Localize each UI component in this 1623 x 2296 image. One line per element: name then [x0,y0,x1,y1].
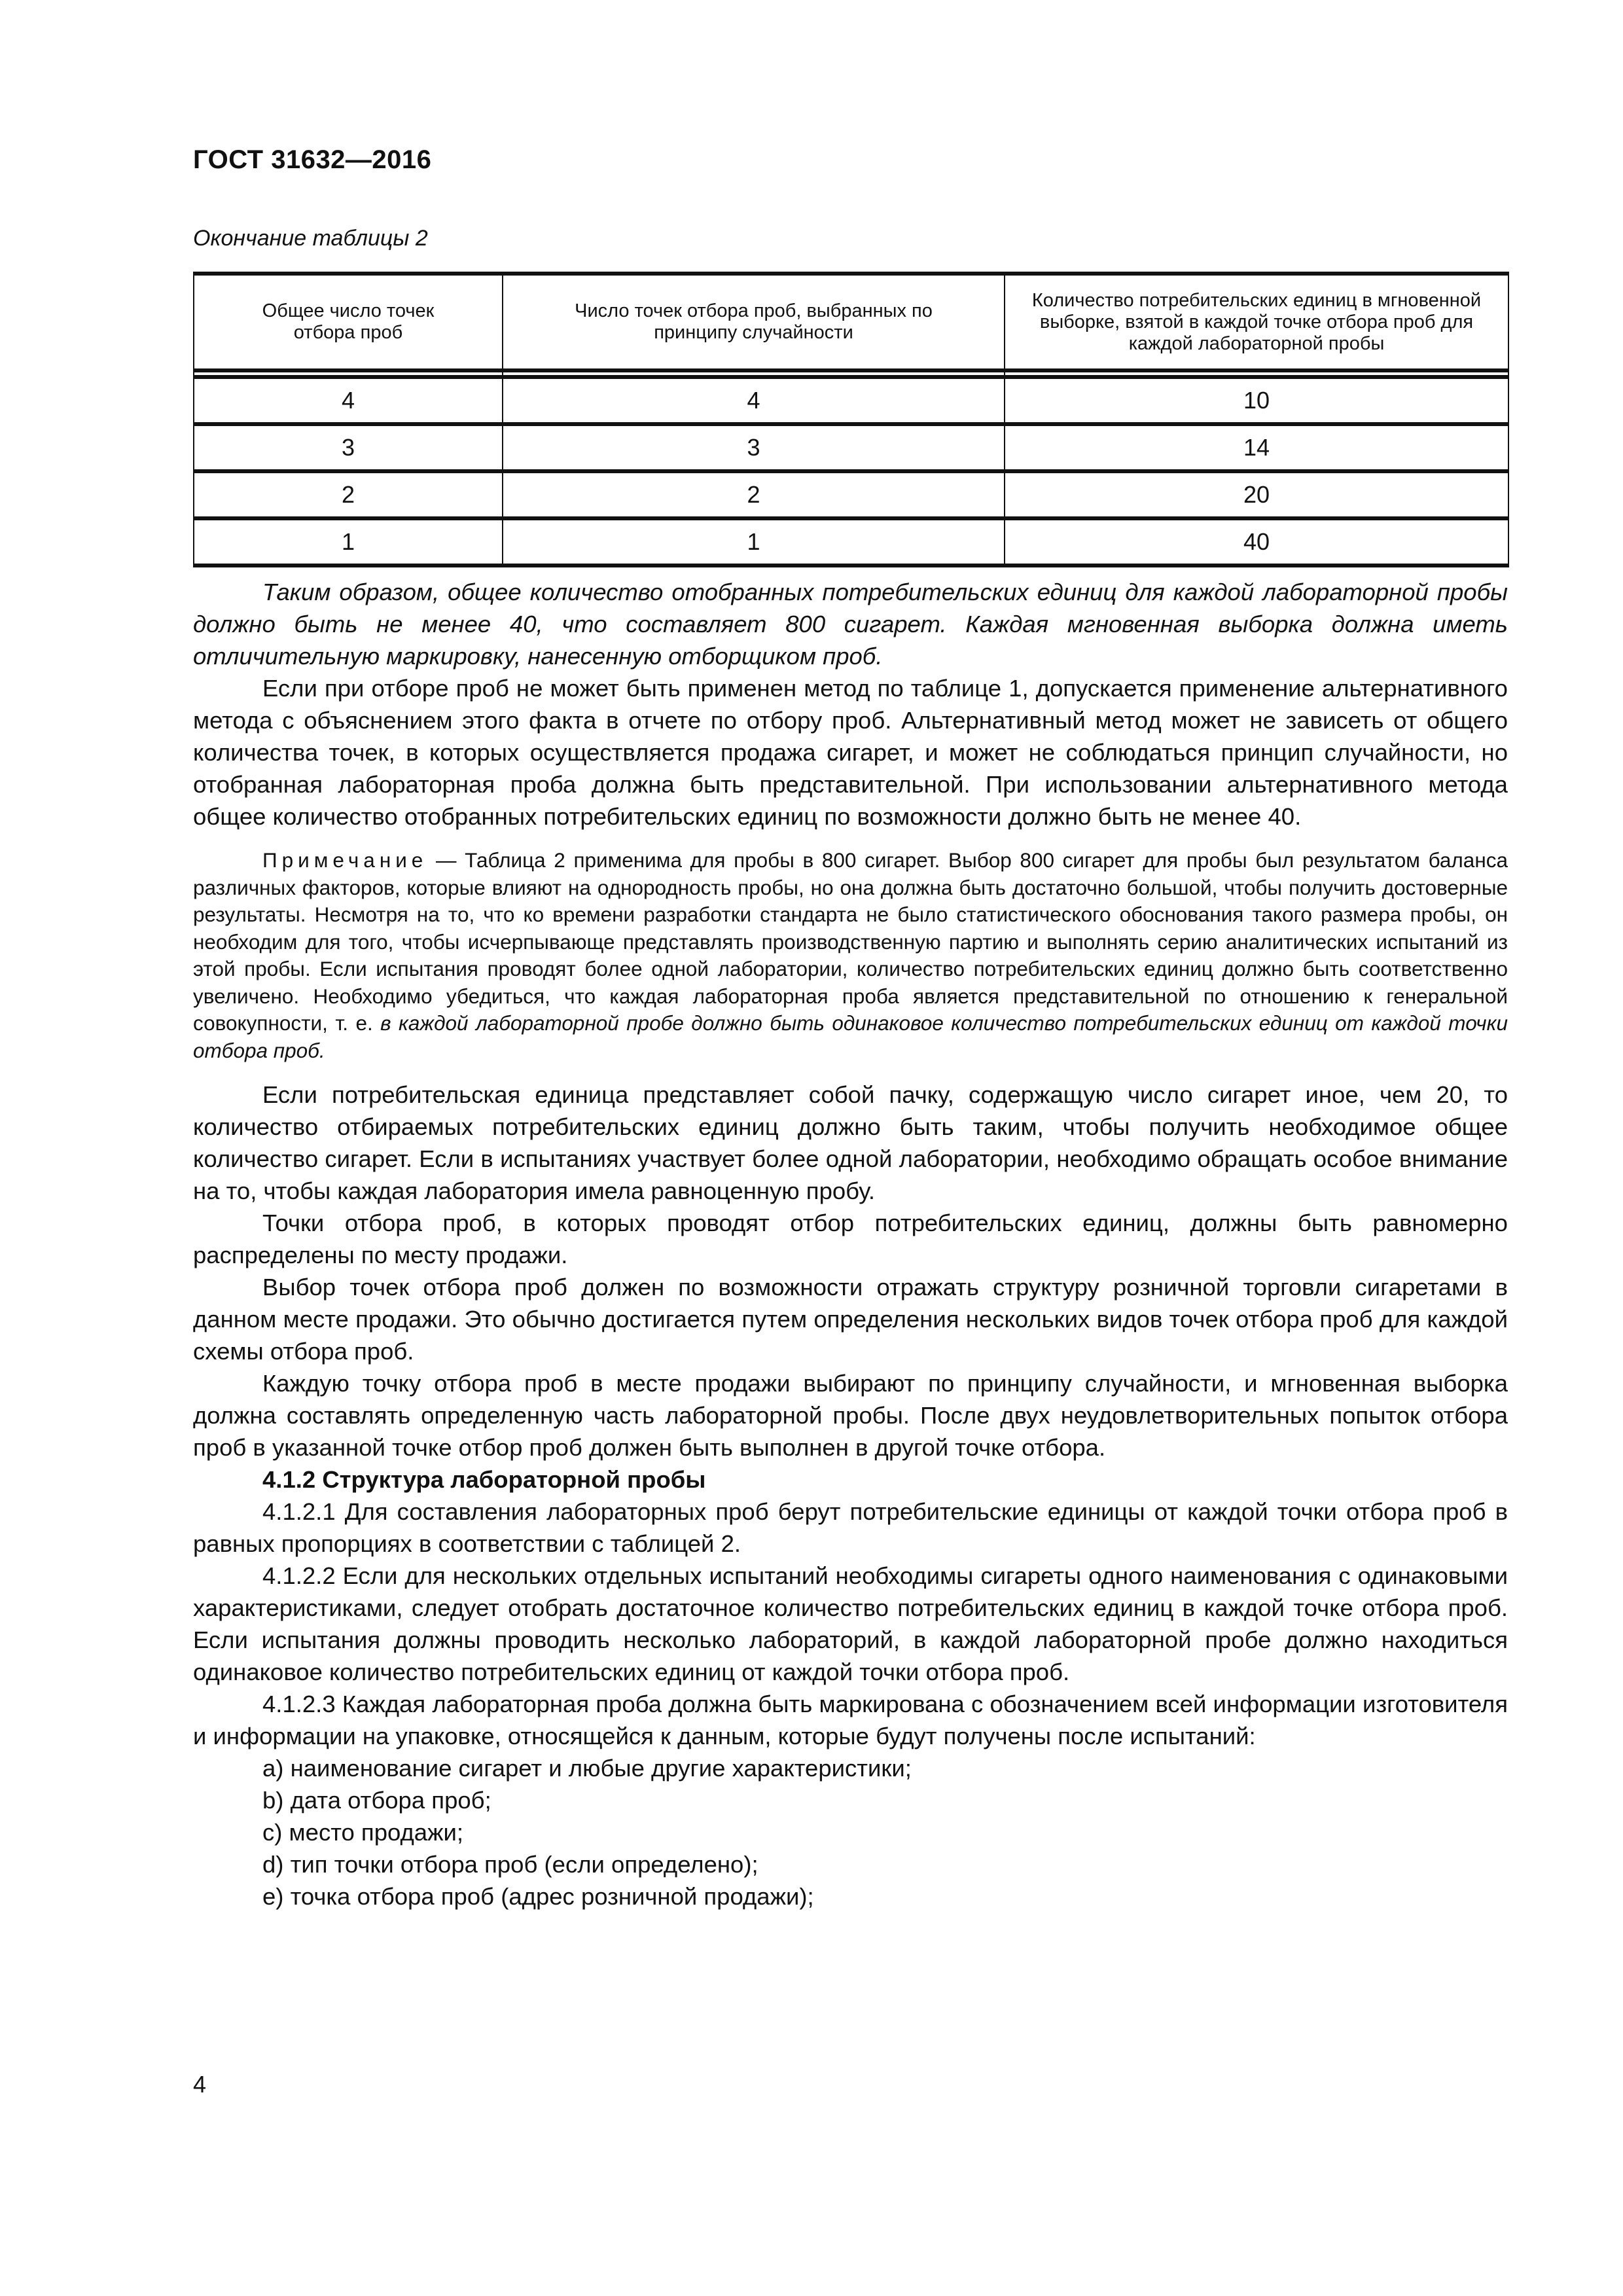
list-item: d) тип точки отбора проб (если определено); [262,1851,758,1878]
table-cell: 3 [194,424,503,471]
sampling-table [193,272,1509,567]
paragraph-selection: Выбор точек отбора проб должен по возможности отражать структуру розничной торговли сигаретами в данном месте продажи. Это обычно достигается путем определения нескольких видов точек отбора проб для каждой схемы отбора проб. [193,1274,1508,1365]
paragraph-summary: Таким образом, общее количество отобранных потребительских единиц для каждой лабораторной пробы должно быть не менее 40, что составляет 800 сигарет. Каждая мгновенная выборка должна иметь отличительную маркировку, нанесенную отборщиком проб. [193,579,1508,670]
note-text: Таблица 2 применима для пробы в 800 сигарет. Выбор 800 сигарет для пробы был результатом баланса различных факторов, которые влияют на однородность пробы, но она должна быть достаточно большой, чтобы получить достоверные результаты. Несмотря на то, что ко времени разработки стандарта не было статистического обоснования такого размера пробы, он необходим для того, чтобы исчерпывающе представлять производственную партию и выполнять серию аналитических испытаний из этой пробы. Если испытания проводят более одной лаборатории, количество потребительских единиц должно быть соответственно увеличено. Необходимо убедиться, что каждая лабораторная проба является представительной по отношению к генеральной совокупности, т. е. [193,848,1508,1035]
page-number: 4 [193,2071,207,2098]
table-cell: 2 [503,471,1005,518]
clause-4-1-2-1: 4.1.2.1 Для составления лабораторных проб берут потребительские единицы от каждой точки отбора проб в равных пропорциях в соответствии с таблицей 2. [193,1498,1508,1557]
table-cell: 1 [503,518,1005,565]
table-cell: 14 [1005,424,1508,471]
paragraph-alternative-method: Если при отборе проб не может быть применен метод по таблице 1, допускается применение альтернативного метода с объяснением этого факта в отчете по отбору проб. Альтернативный метод может не зависеть от общего количества точек, в которых осуществляется продажа сигарет, и может не соблюдаться принцип случайности, но отобранная лабораторная проба должна быть представительной. При использовании альтернативного метода общее количество отобранных потребительских единиц по возможности должно быть не менее 40. [193,675,1508,830]
table-row [194,377,1508,424]
table-row [194,471,1508,518]
clause-4-1-2-3: 4.1.2.3 Каждая лабораторная проба должна быть маркирована с обозначением всей информации изготовителя и информации на упаковке, относящейся к данным, которые будут получены после испытаний: [193,1691,1508,1749]
table-cell: 1 [194,518,503,565]
paragraph-distribution: Точки отбора проб, в которых проводят отбор потребительских единиц, должны быть равномерно распределены по месту продажи. [193,1210,1508,1268]
table-row [194,518,1508,565]
section-heading-4-1-2: 4.1.2 Структура лабораторной пробы [262,1466,706,1493]
table-cell: 20 [1005,471,1508,518]
column-header: Число точек отбора проб, выбранных по принципу случайности [503,274,1005,370]
note-paragraph [193,847,1508,1064]
list-item: b) дата отбора проб; [262,1787,491,1814]
table-cell: 4 [503,377,1005,424]
note-dash: — [427,848,465,872]
document-header: ГОСТ 31632—2016 [193,145,432,174]
paragraph-pack-size: Если потребительская единица представляет собой пачку, содержащую число сигарет иное, чем 20, то количество отбираемых потребительских единиц должно быть таким, чтобы получить необходимое общее количество сигарет. Если в испытаниях участвует более одной лаборатории, необходимо обращать особое внимание на то, чтобы каждая лаборатория имела равноценную пробу. [193,1081,1508,1204]
column-header: Количество потребительских единиц в мгновенной выборке, взятой в каждой точке отбора проб для каждой лабораторной пробы [1005,274,1508,370]
table-cell: 2 [194,471,503,518]
body-text [193,576,1508,1912]
table-row [194,424,1508,471]
list-item: a) наименование сигарет и любые другие характеристики; [262,1755,912,1782]
table-cell: 4 [194,377,503,424]
clause-4-1-2-2: 4.1.2.2 Если для нескольких отдельных испытаний необходимы сигареты одного наименования с одинаковыми характеристиками, следует отобрать достаточное количество потребительских единиц в каждой точке отбора проб. Если испытания должны проводить несколько лабораторий, в каждой лабораторной пробе должно находиться одинаковое количество потребительских единиц от каждой точки отбора проб. [193,1562,1508,1685]
table-caption: Окончание таблицы 2 [193,226,428,251]
table-cell: 3 [503,424,1005,471]
table-double-rule [194,370,1508,377]
list-item: e) точка отбора проб (адрес розничной продажи); [262,1883,814,1910]
column-header: Общее число точек отбора проб [194,274,503,370]
note-italic-text: в каждой лабораторной пробе должно быть одинаковое количество потребительских единиц от каждой точки отбора проб. [193,1011,1508,1062]
note-label: Примечание [262,848,428,872]
table-cell: 40 [1005,518,1508,565]
table-cell: 10 [1005,377,1508,424]
table-header-row [194,274,1508,370]
paragraph-random-point: Каждую точку отбора проб в месте продажи выбирают по принципу случайности, и мгновенная выборка должна составлять определенную часть лабораторной пробы. После двух неудовлетворительных попыток отбора проб в указанной точке отбор проб должен быть выполнен в другой точке отбора. [193,1370,1508,1461]
list-item: c) место продажи; [262,1819,464,1846]
